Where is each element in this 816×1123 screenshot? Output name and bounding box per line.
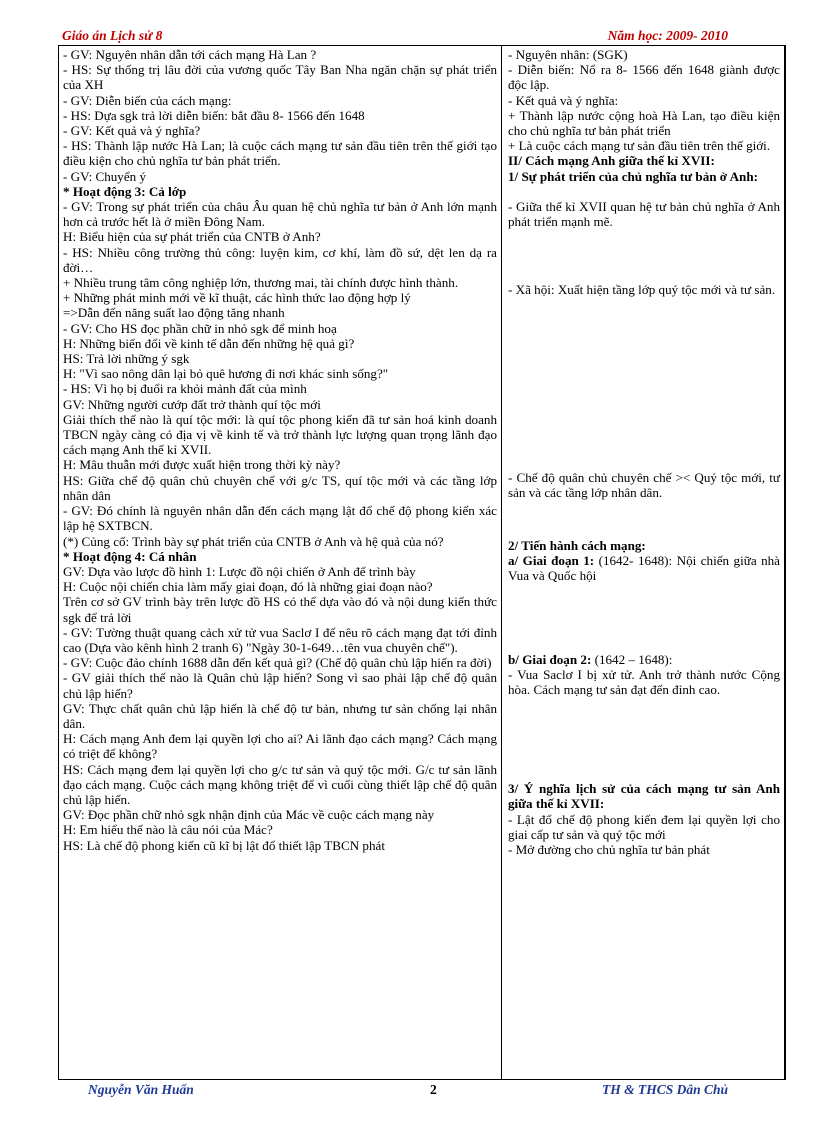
text-line: HS: Là chế độ phong kiến cũ kĩ bị lật đổ thiết lập TBCN phát — [63, 837, 385, 853]
text-line: - GV: Cuộc đảo chính 1688 dẫn đến kết quả gì? (Chế độ quân chủ lập hiến ra đời) — [63, 655, 492, 671]
note-line: - Chế độ quân chủ chuyên chế >< Quý tộc mới, tư sản và các tầng lớp nhân dân. — [508, 469, 780, 500]
text-line: - GV: Kết quả và ý nghĩa? — [63, 123, 201, 139]
footer-school: TH & THCS Dân Chủ — [601, 1082, 728, 1097]
note-line: - Nguyên nhân: (SGK) — [508, 47, 628, 62]
text-line: HS: Trả lời những ý sgk — [63, 351, 190, 367]
text-line: =>Dẫn đến năng suất lao động tăng nhanh — [63, 305, 285, 321]
section-heading: 1/ Sự phát triển của chủ nghĩa tư bản ở Anh: — [508, 168, 758, 184]
text-line: - GV: Chuyển ý — [63, 168, 147, 184]
footer-author: Nguyễn Văn Huấn — [88, 1082, 194, 1097]
page-footer — [58, 1082, 728, 1100]
text-line: + Nhiều trung tâm công nghiệp lớn, thương mai, tài chính được hình thành. — [63, 275, 459, 291]
text-line: (*) Củng cố: Trình bày sự phát triển của CNTB ở Anh và hệ quả của nó? — [63, 533, 444, 549]
note-line: - Xã hội: Xuất hiện tầng lớp quý tộc mới và tư sản. — [508, 282, 776, 298]
text-line: - GV: Trong sự phát triển của châu Âu quan hệ chủ nghĩa tư bản ở Anh lớn mạnh hơn cả trước hết là ở miền Đông Nam. — [63, 199, 497, 230]
text-line: HS: Cách mạng đem lại quyền lợi cho g/c tư sản và quý tộc mới. G/c tư sản lãnh đạo cách mạng. Cuộc cách mạng không triệt để vì cuối cùng thiết lập chế độ quân chủ lập hiến. — [63, 761, 497, 807]
phase-text: (1642 – 1648): — [591, 651, 673, 667]
text-line: H: Em hiểu thế nào là câu nói của Mác? — [63, 822, 273, 838]
text-line: - HS: Dựa sgk trả lời diễn biến: bắt đầu 8- 1566 đến 1648 — [63, 107, 365, 123]
text-line: - HS: Vì họ bị đuổi ra khỏi mảnh đất của mình — [63, 381, 307, 397]
text-line: - HS: Thành lập nước Hà Lan; là cuộc cách mạng tư sản đầu tiên trên thế giới tạo điều kiện cho chủ nghĩa tư bản phát triển. — [63, 138, 497, 169]
section-heading: 2/ Tiến hành cách mạng: — [508, 538, 646, 554]
note-line: - Mở đường cho chủ nghĩa tư bản phát — [508, 842, 710, 858]
text-line: H: Cuộc nội chiến chia làm mấy giai đoạn, đó là những giai đoạn nào? — [63, 579, 433, 595]
header-school-year: Năm học: 2009- 2010 — [607, 28, 728, 43]
note-line: - Lật đổ chế độ phong kiến đem lại quyền lợi cho giai cấp tư sản và quý tộc mới — [508, 811, 780, 842]
text-line: HS: Giữa chế độ quân chủ chuyên chế với g/c TS, quí tộc mới và các tầng lớp nhân dân — [63, 472, 497, 503]
text-line: + Những phát minh mới về kĩ thuật, các hình thức lao động hợp lý — [63, 290, 411, 306]
page-header — [58, 28, 728, 46]
note-line: + Thành lập nước cộng hoà Hà Lan, tạo điều kiện cho chủ nghĩa tư bản phát triển — [508, 107, 780, 139]
text-line: GV: Đọc phần chữ nhỏ sgk nhận định của Mác về cuộc cách mạng này — [63, 807, 435, 823]
lesson-table — [58, 45, 786, 1080]
knowledge-column — [502, 46, 785, 1079]
phase-label: b/ Giai đoạn 2: — [508, 651, 592, 667]
page-number: 2 — [430, 1082, 437, 1097]
note-line — [508, 553, 780, 583]
text-line: Giải thích thế nào là quí tộc mới: là quí tộc phong kiến đã tư sản hoá kinh doanh TBCN ngày càng có địa vị về kinh tế và trở thành lực lượng quan trọng lãnh đạo cách mạng Anh thế kỉ XVII. — [63, 411, 497, 458]
text-line: - GV: Nguyên nhân dẫn tới cách mạng Hà Lan ? — [63, 47, 317, 62]
header-subject: Giáo án Lịch sử 8 — [62, 28, 163, 43]
text-line: H: "Vì sao nông dân lại bỏ quê hương đi nơi khác sinh sống?" — [63, 366, 389, 382]
phase-label: a/ Giai đoạn 1: — [508, 553, 595, 569]
text-line: - GV: Tường thuật quang cảch xử tử vua Saclơ I để nêu rõ cách mạng đạt tới đỉnh cao (Dựa vào kênh hình 2 tranh 6) "Ngày 30-1-649…tên vua chuyên chế"). — [63, 624, 497, 655]
teaching-activities-column — [59, 46, 502, 1079]
section-heading: 3/ Ý nghĩa lịch sử của cách mạng tư sản Anh giữa thế kỉ XVII: — [508, 781, 780, 812]
text-line: - GV giải thích thế nào là Quân chủ lập hiến? Song vì sao phải lập chế độ quân chủ lập hiến? — [63, 670, 497, 701]
activity-heading: * Hoạt động 4: Cá nhân — [63, 548, 197, 564]
text-line: GV: Những người cướp đất trở thành quí tộc mới — [63, 396, 321, 412]
note-line: + Là cuộc cách mạng tư sản đầu tiên trên thế giới. — [508, 138, 771, 154]
text-line: - GV: Diễn biến của cách mạng: — [63, 92, 232, 108]
note-line: - Diễn biến: Nổ ra 8- 1566 đến 1648 giành được độc lập. — [508, 62, 780, 93]
text-line: Trên cơ sở GV trình bày trên lược đồ HS có thể dựa vào đó và nội dung kiến thức sgk để trả lời — [63, 594, 497, 625]
text-line: H: Mâu thuẫn mới được xuất hiện trong thời kỳ này? — [63, 457, 341, 473]
note-line — [508, 652, 780, 667]
note-line: - Giữa thế kỉ XVII quan hệ tư bản chủ nghĩa ở Anh phát triển mạnh mẽ. — [508, 199, 780, 230]
text-line: H: Cách mạng Anh đem lại quyền lợi cho ai? Ai lãnh đạo cách mạng? Cách mạng có triệt để không? — [63, 731, 497, 762]
activity-heading: * Hoạt động 3: Cả lớp — [63, 183, 187, 199]
note-line: - Kết quả và ý nghĩa: — [508, 92, 619, 108]
note-line: - Vua Saclơ I bị xử tử. Anh trở thành nước Cộng hòa. Cách mạng tư sản đạt đến đỉnh cao. — [508, 666, 780, 698]
phase-text: (1642- 1648): Nội chiến giữa nhà Vua và Quốc hội — [508, 553, 780, 584]
text-line: H: Biểu hiện của sự phát triển của CNTB ở Anh? — [63, 229, 321, 245]
section-heading: II/ Cách mạng Anh giữa thế kỉ XVII: — [508, 153, 715, 169]
text-line: - HS: Sự thống trị lâu đời của vương quốc Tây Ban Nha ngăn chặn sự phát triển của XH — [63, 62, 497, 93]
text-line: - GV: Đó chính là nguyên nhân dẫn đến cách mạng lật đổ chế độ phong kiến xác lập hệ SXTBCN. — [63, 503, 497, 534]
text-line: - GV: Cho HS đọc phần chữ in nhỏ sgk để minh hoạ — [63, 320, 337, 336]
text-line: - HS: Nhiều công trường thủ công: luyện kim, cơ khí, làm đồ sứ, dệt len dạ ra đời… — [63, 244, 497, 275]
text-line: H: Những biến đổi về kinh tế dẫn đến những hệ quả gì? — [63, 335, 355, 351]
text-line: GV: Dựa vào lược đồ hình 1: Lược đồ nội chiến ở Anh để trình bày — [63, 563, 416, 579]
text-line: GV: Thực chất quân chủ lập hiến là chế độ tư bản, nhưng tư sản chống lại nhân dân. — [63, 700, 497, 731]
